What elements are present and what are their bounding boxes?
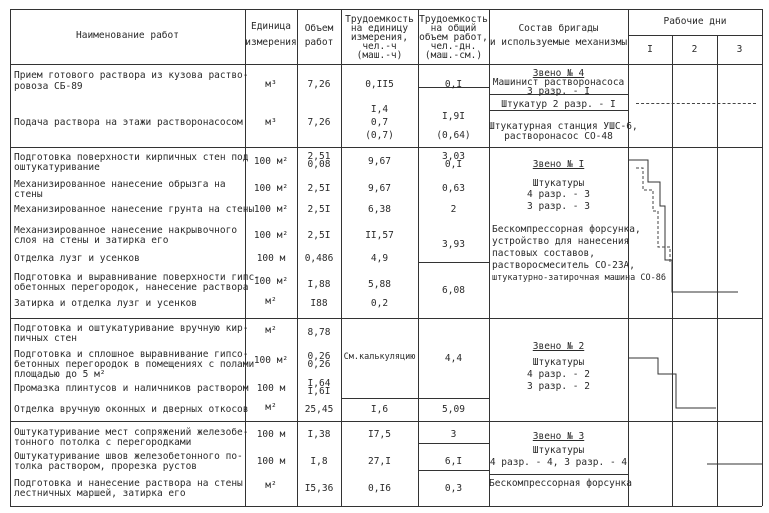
row10-volume: 8,78 bbox=[307, 327, 331, 338]
row4-labor-unit: 9,67 bbox=[368, 183, 391, 194]
row1-volume: 7,26 bbox=[307, 79, 331, 90]
row2-labor-unit-1: I,4 bbox=[370, 104, 389, 115]
brigade-z3-line-1: Штукатуры bbox=[532, 445, 585, 456]
row14-name-2: тонного потолка с перегородками bbox=[14, 437, 192, 448]
row8-name-1: Подготовка и выравнивание поверхности гипс- bbox=[14, 272, 260, 283]
header-labor-total-5: (маш.-см.) bbox=[424, 50, 483, 61]
row15-unit: 100 м bbox=[256, 456, 286, 467]
row4-name-1: Механизированное нанесение обрызга на bbox=[14, 179, 226, 190]
header-labor-unit-1: Трудоемкость bbox=[345, 14, 414, 25]
row5-volume: 2,5I bbox=[307, 204, 331, 215]
header-labor-total-2: на общий bbox=[430, 23, 477, 34]
brigade-z3-line-2: 4 разр. - 4, 3 разр. - 4 bbox=[489, 457, 628, 468]
row11-name-2: бетонных перегородок в помещениях с полами bbox=[14, 359, 255, 370]
row8-name-2: обетонных перегородок, нанесение раствора bbox=[14, 282, 249, 293]
row11-labor-total: 4,4 bbox=[444, 353, 463, 364]
brigade-z4-title: Звено № 4 bbox=[532, 68, 585, 79]
row14-volume: I,38 bbox=[307, 429, 331, 440]
row1-labor-unit: 0,II5 bbox=[365, 79, 394, 90]
row3-name-2: оштукатуривание bbox=[14, 162, 100, 173]
row13-unit: м² bbox=[265, 402, 277, 413]
row16-name-1: Подготовка и нанесение раствора на стены bbox=[14, 478, 243, 489]
row7-volume: 0,486 bbox=[304, 253, 334, 264]
row2-name: Подача раствора на этажи растворонасосом bbox=[14, 117, 243, 128]
header-labor-unit-5: (маш.-ч) bbox=[356, 50, 403, 61]
row6-labor-total: 3,93 bbox=[442, 239, 465, 250]
row9-name: Затирка и отделка лузг и усенков bbox=[14, 298, 198, 309]
header-day-1: I bbox=[647, 44, 653, 55]
row8-labor-total: 6,08 bbox=[442, 285, 465, 296]
row14-name-1: Оштукатуривание мест сопряжений железобе- bbox=[14, 427, 249, 438]
row15-volume: I,8 bbox=[310, 456, 328, 467]
row8-unit: 100 м² bbox=[253, 276, 289, 287]
row3-volume-1: 2,51 bbox=[307, 151, 331, 162]
row3-labor-unit: 9,67 bbox=[368, 156, 391, 167]
row6-labor-unit: II,57 bbox=[365, 230, 394, 241]
row9-labor-unit: 0,2 bbox=[370, 298, 389, 309]
header-unit-1: Единица bbox=[250, 21, 292, 32]
row13-labor-total: 5,09 bbox=[442, 404, 465, 415]
header-labor-unit-4: чел.-ч bbox=[362, 41, 397, 52]
row2-volume: 7,26 bbox=[307, 117, 331, 128]
row6-name-1: Механизированное нанесение накрывочного bbox=[14, 225, 238, 236]
row9-volume: I88 bbox=[310, 298, 328, 309]
row14-unit: 100 м bbox=[256, 429, 286, 440]
row15-name-2: толка раствором, прорезка рустов bbox=[14, 461, 198, 472]
row11-name-1: Подготовка и сплошное выравнивание гипсо- bbox=[14, 349, 249, 360]
row12-name: Промазка плинтусов и наличников раствором bbox=[14, 383, 249, 394]
brigade-z4-line-5: растворонасос СО-48 bbox=[504, 131, 613, 142]
brigade-z4-line-3: Штукатур 2 разр. - I bbox=[501, 99, 616, 110]
brigade-z1-line-4: Бескомпрессорная форсунка, bbox=[492, 224, 641, 235]
brigade-z3-title: Звено № 3 bbox=[532, 431, 585, 442]
brigade-z2-title: Звено № 2 bbox=[532, 341, 585, 352]
schedule-line-zveno1-solid bbox=[628, 160, 738, 292]
brigade-z1-line-2: 4 разр. - 3 bbox=[527, 189, 590, 200]
row3-labor-total-2: 0,I bbox=[444, 159, 463, 170]
row13-name: Отделка вручную оконных и дверных откосов bbox=[14, 404, 249, 415]
row4-volume: 2,5I bbox=[307, 183, 331, 194]
row10-name-1: Подготовка и оштукатуривание вручную кир- bbox=[14, 323, 249, 334]
row16-labor-unit: 0,I6 bbox=[368, 483, 391, 494]
row14-labor-total: 3 bbox=[450, 429, 457, 440]
header-labor-total-4: чел.-дн. bbox=[430, 41, 477, 52]
header-day-2: 2 bbox=[691, 44, 698, 55]
row5-labor-total: 2 bbox=[450, 204, 457, 215]
row3-volume-2: 0,08 bbox=[307, 159, 331, 170]
header-volume-1: Объем bbox=[304, 23, 334, 34]
header-labor-total-3: объем работ, bbox=[419, 32, 488, 43]
row11-unit: 100 м² bbox=[253, 355, 289, 366]
brigade-z1-line-8: штукатурно-затирочная машина СО-86 bbox=[492, 273, 666, 283]
row5-labor-unit: 6,38 bbox=[368, 204, 391, 215]
row15-name-1: Оштукатуривание швов железобетонного по- bbox=[14, 451, 243, 462]
row6-unit: 100 м² bbox=[253, 230, 289, 241]
row12-unit: 100 м bbox=[256, 383, 286, 394]
row3-labor-total-1: 3,03 bbox=[442, 151, 465, 162]
row7-name: Отделка лузг и усенков bbox=[14, 253, 140, 264]
brigade-z2-line-3: 3 разр. - 2 bbox=[527, 381, 590, 392]
row2-labor-total-2: (0,64) bbox=[436, 130, 471, 141]
row9-unit: м² bbox=[265, 296, 277, 307]
row8-labor-unit: 5,88 bbox=[368, 279, 391, 290]
row11-labor-unit: См.калькуляцию bbox=[343, 352, 416, 362]
row12-volume-2: I,6I bbox=[307, 386, 331, 397]
header-brigade-2: и используемые механизмы bbox=[489, 37, 628, 48]
header-brigade-1: Состав бригады bbox=[518, 23, 599, 34]
row16-labor-total: 0,3 bbox=[444, 483, 463, 494]
row10-name-2: пичных стен bbox=[14, 333, 77, 344]
schedule-line-zveno2 bbox=[628, 358, 716, 408]
row7-unit: 100 м bbox=[256, 253, 286, 264]
row14-labor-unit: I7,5 bbox=[368, 429, 391, 440]
brigade-z4-line-2: 3 разр. - I bbox=[527, 86, 590, 97]
row7-labor-unit: 4,9 bbox=[370, 253, 389, 264]
header-labor-unit-2: на единицу bbox=[350, 23, 409, 34]
row3-unit: 100 м² bbox=[253, 156, 289, 167]
row4-name-2: стены bbox=[14, 189, 43, 200]
header-volume-2: работ bbox=[304, 37, 334, 48]
brigade-z4-line-4: Штукатурная станция УШС-6, bbox=[489, 121, 638, 132]
row1-name-2: ровоза СБ-89 bbox=[14, 81, 83, 92]
row4-labor-total: 0,63 bbox=[442, 183, 465, 194]
row16-volume: I5,36 bbox=[304, 483, 334, 494]
header-day-3: 3 bbox=[736, 44, 743, 55]
row1-name-1: Прием готового раствора из кузова раство- bbox=[14, 70, 249, 81]
header-labor-total-1: Трудоемкость bbox=[419, 14, 488, 25]
row2-unit: м³ bbox=[265, 117, 277, 128]
row16-name-2: лестничных маршей, затирка его bbox=[14, 488, 186, 499]
row16-unit: м² bbox=[265, 480, 277, 491]
row15-labor-unit: 27,I bbox=[368, 456, 391, 467]
brigade-z1-line-3: 3 разр. - 3 bbox=[527, 201, 590, 212]
brigade-z1-line-1: Штукатуры bbox=[532, 178, 585, 189]
row6-volume: 2,5I bbox=[307, 230, 331, 241]
row5-name: Механизированное нанесение грунта на стены bbox=[14, 204, 255, 215]
row1-unit: м³ bbox=[265, 79, 277, 90]
row11-volume-1: 0,26 bbox=[307, 351, 331, 362]
row2-labor-total-1: I,9I bbox=[442, 111, 465, 122]
row5-unit: 100 м² bbox=[253, 204, 289, 215]
row10-unit: м² bbox=[265, 325, 277, 336]
header-labor-unit-3: измерения, bbox=[350, 32, 409, 43]
row8-volume: I,88 bbox=[307, 279, 331, 290]
row4-unit: 100 м² bbox=[253, 183, 289, 194]
row11-volume-2: 0,26 bbox=[307, 359, 331, 370]
brigade-z2-line-1: Штукатуры bbox=[532, 357, 585, 368]
brigade-z1-title: Звено № I bbox=[532, 159, 585, 170]
header-days: Рабочие дни bbox=[663, 16, 727, 27]
brigade-z2-line-2: 4 разр. - 2 bbox=[527, 369, 590, 380]
brigade-z1-line-5: устройство для нанесения bbox=[492, 236, 630, 247]
brigade-z1-line-7: растворосмеситель СО-23А, bbox=[492, 260, 635, 271]
row13-labor-unit: I,6 bbox=[370, 404, 389, 415]
brigade-z3-line-3: Бескомпрессорная форсунка bbox=[489, 478, 632, 489]
row11-name-3: площадью до 5 м² bbox=[14, 369, 106, 380]
row2-labor-unit-2: 0,7 bbox=[370, 117, 389, 128]
row2-labor-unit-3: (0,7) bbox=[365, 130, 394, 141]
row3-name-1: Подготовка поверхности кирпичных стен под bbox=[14, 152, 249, 163]
row1-labor-total: 0,I bbox=[444, 79, 463, 90]
header-name: Наименование работ bbox=[76, 30, 179, 41]
row15-labor-total: 6,I bbox=[444, 456, 463, 467]
brigade-z4-line-1: Машинист растворонасоса bbox=[492, 77, 625, 88]
row12-volume-1: I,64 bbox=[307, 378, 331, 389]
header-unit-2: измерения bbox=[245, 37, 297, 48]
row6-name-2: слоя на стены и затирка его bbox=[14, 235, 169, 246]
brigade-z1-line-6: пастовых составов, bbox=[492, 248, 595, 259]
row13-volume: 25,45 bbox=[304, 404, 334, 415]
